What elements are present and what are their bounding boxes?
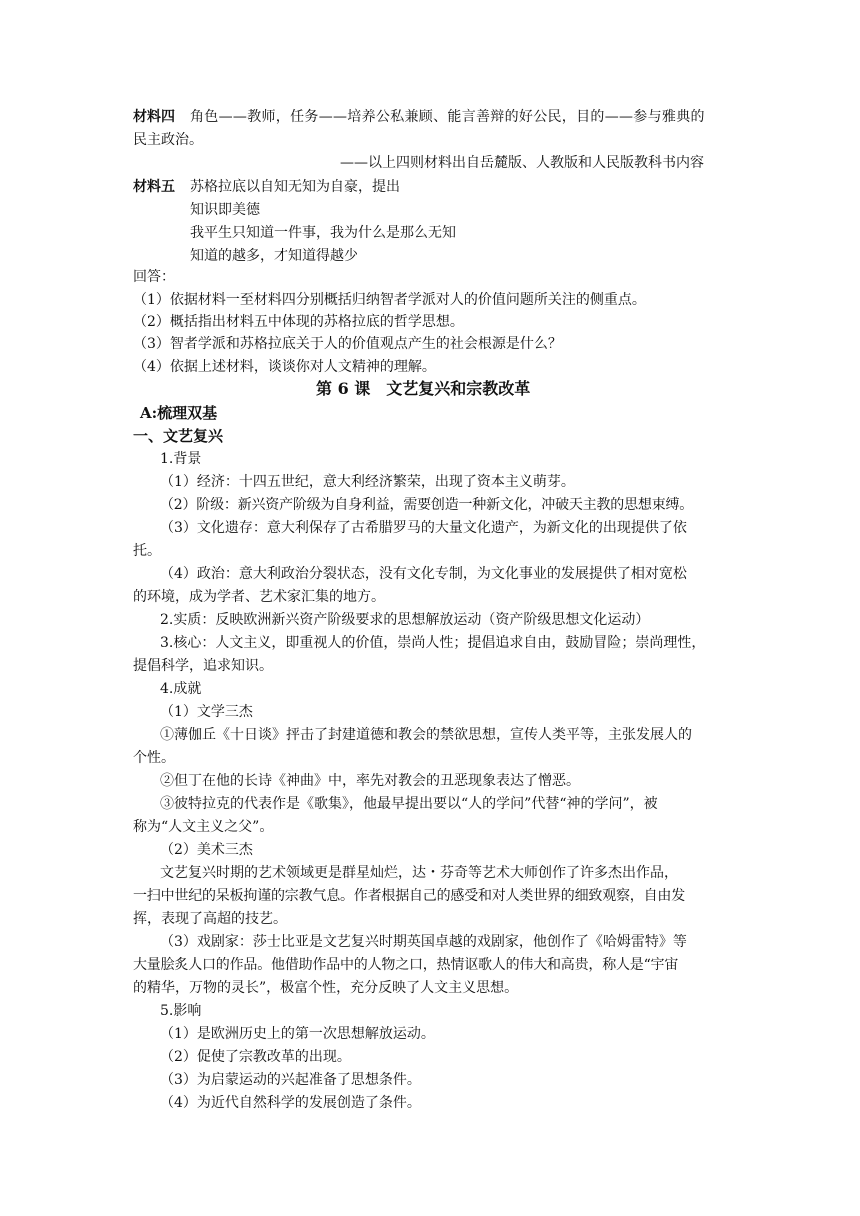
impact-heading: 5.影响: [160, 1003, 202, 1019]
impact-3: （3）为启蒙运动的兴起准备了思想条件。: [160, 1072, 421, 1088]
question-4: （4）依据上述材料，谈谈你对人文精神的理解。: [133, 359, 436, 375]
background-class: （2）阶级：新兴资产阶级为自身利益，需要创造一种新文化，冲破天主教的思想束缚。: [160, 497, 694, 513]
material5-label: 材料五: [133, 179, 175, 195]
background-politics-line1: （4）政治：意大利政治分裂状态，没有文化专制，为文化事业的发展提供了相对宽松: [160, 566, 687, 582]
lesson-title: 第 6 课 文艺复兴和宗教改革: [316, 379, 531, 398]
materials-source-note: ——以上四则材料出自岳麓版、人教版和人民版教科书内容: [340, 155, 704, 171]
material4-text-line1: 角色——教师，任务——培养公私兼顾、能言善辩的好公民，目的——参与雅典的: [190, 109, 705, 125]
literature-petrarch-line1: ③彼特拉克的代表作是《歌集》，他最早提出要以“人的学问”代替“神的学问”，被: [160, 796, 658, 812]
literature-boccaccio-line2: 个性。: [133, 750, 175, 766]
background-culture-line2: 托。: [133, 543, 161, 559]
literature-boccaccio-line1: ①薄伽丘《十日谈》抨击了封建道德和教会的禁欲思想，宣传人类平等，主张发展人的: [160, 727, 692, 743]
impact-1: （1）是欧洲历史上的第一次思想解放运动。: [160, 1026, 435, 1042]
material5-text-line3: 我平生只知道一件事，我为什么是那么无知: [190, 225, 456, 241]
core-text-line1: 3.核心：人文主义，即重视人的价值，崇尚人性；提倡追求自由，鼓励冒险；崇尚理性，: [160, 635, 706, 651]
material4-text-line2: 民主政治。: [133, 132, 203, 148]
impact-4: （4）为近代自然科学的发展创造了条件。: [160, 1095, 421, 1111]
material5-text-line2: 知识即美德: [190, 202, 260, 218]
question-1: （1）依据材料一至材料四分别概括归纳智者学派对人的价值问题所关注的侧重点。: [133, 292, 646, 308]
drama-text-line1: （3）戏剧家：莎士比亚是文艺复兴时期英国卓越的戏剧家，他创作了《哈姆雷特》等: [160, 934, 687, 950]
art-text-line3: 挥，表现了高超的技艺。: [133, 911, 287, 927]
achievements-heading: 4.成就: [160, 681, 202, 697]
background-economy: （1）经济：十四五世纪，意大利经济繁荣，出现了资本主义萌芽。: [160, 474, 575, 490]
part1-heading: 一、文艺复兴: [133, 427, 224, 445]
literature-dante: ②但丁在他的长诗《神曲》中，率先对教会的丑恶现象表达了憎恶。: [160, 773, 580, 789]
background-heading: 1.背景: [160, 451, 202, 467]
material5-text-line4: 知道的越多，才知道得越少: [190, 248, 358, 264]
art-text-line2: 一扫中世纪的呆板拘谨的宗教气息。作者根据自己的感受和对人类世界的细致观察，自由发: [133, 888, 685, 904]
art-text-line1: 文艺复兴时期的艺术领域更是群星灿烂，达・芬奇等艺术大师创作了许多杰出作品，: [160, 865, 678, 881]
drama-text-line2: 大量脍炙人口的作品。他借助作品中的人物之口，热情讴歌人的伟大和高贵，称人是“宇宙: [133, 957, 679, 973]
literature-heading: （1）文学三杰: [160, 704, 253, 720]
material4-label: 材料四: [133, 109, 175, 125]
background-culture-line1: （3）文化遗存：意大利保存了古希腊罗马的大量文化遗产，为新文化的出现提供了依: [160, 520, 687, 536]
material5-text-line1: 苏格拉底以自知无知为自豪，提出: [190, 179, 400, 195]
background-politics-line2: 的环境，成为学者、艺术家汇集的地方。: [133, 589, 385, 605]
question-3: （3）智者学派和苏格拉底关于人的价值观点产生的社会根源是什么？: [133, 336, 562, 352]
essence-text: 2.实质：反映欧洲新兴资产阶级要求的思想解放运动（资产阶级思想文化运动）: [160, 612, 650, 628]
drama-text-line3: 的精华，万物的灵长”，极富个性，充分反映了人文主义思想。: [133, 980, 519, 996]
literature-petrarch-line2: 称为“人文主义之父”。: [133, 819, 274, 835]
impact-2: （2）促使了宗教改革的出现。: [160, 1049, 351, 1065]
section-a-heading: A:梳理双基: [140, 404, 218, 422]
art-heading: （2）美术三杰: [160, 842, 253, 858]
answer-label: 回答：: [133, 269, 175, 285]
question-2: （2）概括指出材料五中体现的苏格拉底的哲学思想。: [133, 314, 464, 330]
core-text-line2: 提倡科学，追求知识。: [133, 658, 273, 674]
